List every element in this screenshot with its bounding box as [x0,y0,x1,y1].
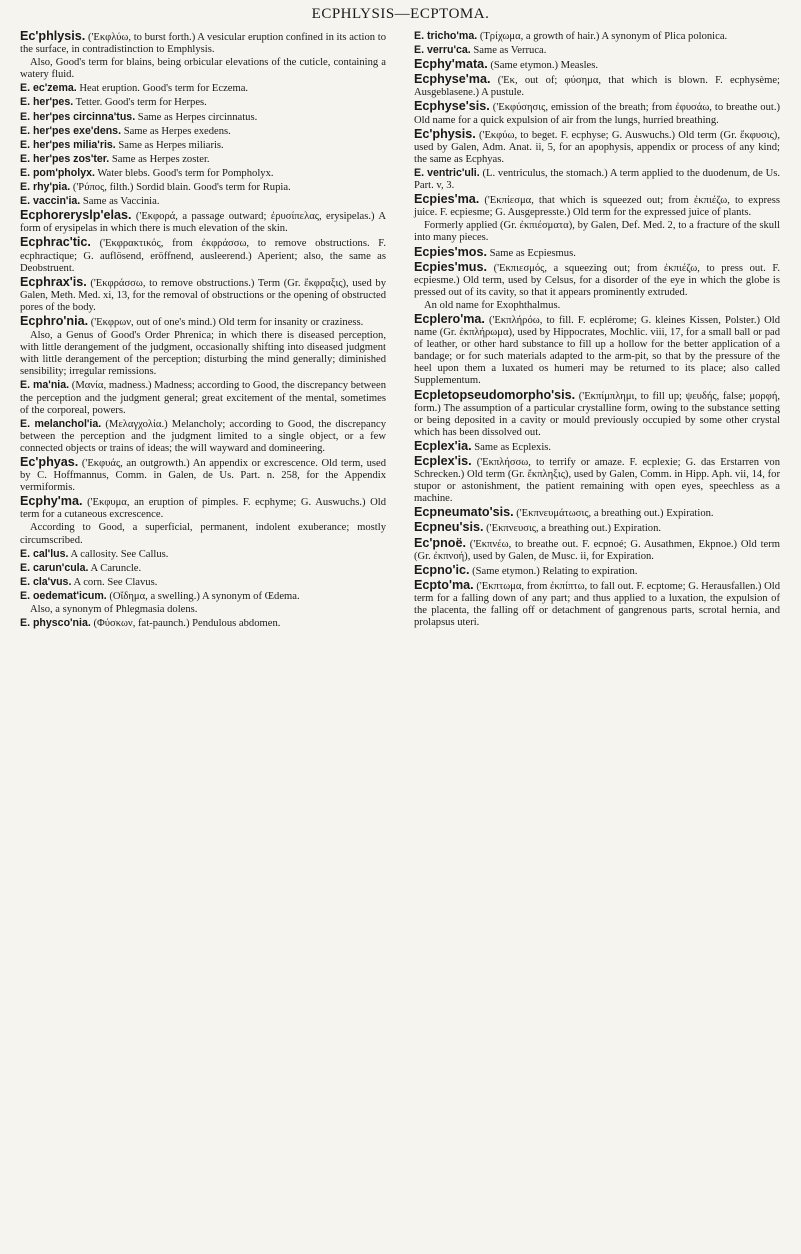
entry-definition: ('Εκπνευμάτωσις, a breathing out.) Expiration. [516,508,714,520]
entry-headword: E. her'pes milia'ris. [20,138,116,151]
entry-headword: E. physco'nia. [20,617,91,630]
entry-headword: Ecpto'ma. [414,577,474,592]
entry-definition: (Οἴδημα, a swelling.) A synonym of Œdema. [109,590,300,602]
entry-definition: An old name for Exophthalmus. [424,299,561,311]
dictionary-entry [20,562,386,575]
entry-headword: Ecphy'mata. [414,57,488,72]
entry-definition: ('Ρύπος, filth.) Sordid blain. Good's term for Rupia. [72,182,291,194]
entry-definition: ('Εκφλύω, to burst forth.) A vesicular eruption confined in its action to the surface, in contradistinction to Emphlysis. [20,32,386,56]
dictionary-entry [20,379,386,416]
entry-headword: Ec'phyas. [20,455,79,469]
entry-definition: ('Εκφορά, a passage outward; ἐρυσίπελας, erysipelas.) A form of erysipelas in which there is much elevation of the skin. [20,211,386,235]
entry-definition: ('Εκφυάς, an outgrowth.) An appendix or excrescence. Old term, used by C. Hoffmannus, Comm. in Galen, de Us. Part. n. 258, for the Appendix vermiformis. [20,458,386,494]
entry-definition: (Same etymon.) Relating to expiration. [472,565,638,577]
entry-paragraph [20,604,386,616]
entry-definition: (Same etymon.) Measles. [490,60,599,72]
entry-definition: Same as Herpes circinnatus. [137,111,258,123]
entry-headword: E. oedemat'icum. [20,589,107,602]
dictionary-entry [20,576,386,589]
entry-definition: ('Εκφρακτικός, from ἐκφράσσω, to remove obstructions. F. ecphractique; G. auflösend, eröffnend, ausleerend.) Aperient; also, the same as Deobstruent. [20,238,386,274]
entry-definition: ('Εκ, out of; φύσημα, that which is blown. F. ecphysème; Ausgeblasene.) A pustule. [414,75,780,99]
entry-paragraph [20,57,386,81]
entry-headword: Ec'phlysis. [20,29,86,43]
entry-definition: ('Εκπνευσις, a breathing out.) Expiration. [486,523,662,535]
dictionary-entry [414,193,780,219]
running-header: ECPHLYSIS—ECPTOMA. [311,6,490,22]
dictionary-entry [20,139,386,152]
entry-definition: A Caruncle. [90,562,142,574]
left-column [20,30,386,631]
dictionary-entry [20,590,386,603]
entry-definition: ('Εκφύσησις, emission of the breath; from ἐφυσάω, to breathe out.) Old name for a quick expulsion of air from the lungs, hurried breathing. [414,102,780,126]
dictionary-entry [414,128,780,166]
entry-definition: Water blebs. Good's term for Pompholyx. [97,167,274,179]
entry-headword: E. ventric'uli. [414,166,480,179]
entry-definition: Same as Herpes zoster. [111,153,210,165]
entry-definition: Same as Herpes miliaris. [118,139,224,151]
entry-headword: E. her'pes exe'dens. [20,124,122,137]
entry-headword: Ecphrax'is. [20,274,87,289]
entry-definition: (Μανία, madness.) Madness; according to Good, the discrepancy between the perception and the judgment general; great excitement of the mental, sometimes of the corporeal, powers. [20,380,386,416]
dictionary-entry [414,313,780,388]
right-column [414,30,780,630]
entry-headword: Ecphyse'ma. [414,72,491,87]
entry-paragraph [414,220,780,244]
dictionary-entry [414,455,780,505]
dictionary-entry [414,506,780,520]
entry-headword: E. ec'zema. [20,82,77,95]
dictionary-entry [20,195,386,208]
dictionary-entry [20,209,386,235]
dictionary-entry [414,579,780,629]
entry-definition: Also, a Genus of Good's Order Phrenica; in which there is diseased perception, with little derangement of the judgment, occasionally shifting into diseased judgment with little derangement of the perception; disturbing the mind generally; diminished sensibility; irregular remissions. [20,330,386,378]
entry-definition: Formerly applied (Gr. ἐκπιέσματα), by Galen, Def. Med. 2, to a fracture of the skull into many pieces. [414,220,780,244]
dictionary-entry [20,548,386,561]
dictionary-entry [414,30,780,43]
entry-headword: E. tricho'ma. [414,30,478,42]
dictionary-entry [20,167,386,180]
entry-definition: A corn. See Clavus. [73,576,158,588]
dictionary-entry [414,440,780,454]
entry-headword: Ecpletopseudomorpho'sis. [414,387,576,402]
dictionary-entry [414,73,780,99]
dictionary-entry [414,44,780,57]
entry-headword: E. carun'cula. [20,561,89,574]
entry-headword: E. verru'ca. [414,44,471,57]
entry-definition: Same as Ecplexis. [474,441,552,453]
entry-definition: ('Εκφυμα, an eruption of pimples. F. ecphyme; G. Auswuchs.) Old term for a cutaneous excrescence. [20,497,386,521]
entry-definition: According to Good, a superficial, permanent, indolent exuberance; mostly circumscribed. [20,522,386,546]
dictionary-entry [20,125,386,138]
dictionary-entry [414,521,780,535]
entry-headword: E. melanchol'ia. [20,417,102,430]
dictionary-entry [20,181,386,194]
entry-headword: E. cla'vus. [20,575,72,588]
entry-definition: Same as Herpes exedens. [123,125,231,137]
entry-headword: Ecphoreryslp'elas. [20,208,132,223]
entry-headword: E. her'pes zos'ter. [20,152,110,165]
dictionary-entry [20,456,386,494]
dictionary-entry [414,389,780,439]
entry-headword: E. cal'lus. [20,547,69,560]
entry-definition: (Φύσκων, fat-paunch.) Pendulous abdomen. [93,618,281,630]
entry-definition: Tetter. Good's term for Herpes. [75,97,207,109]
dictionary-entry [414,564,780,578]
entry-headword: Ecplex'ia. [414,438,472,453]
dictionary-entry [20,96,386,109]
entry-definition: A callosity. See Callus. [70,548,169,560]
dictionary-entry [20,617,386,630]
entry-paragraph [20,330,386,378]
entry-headword: Ecphro'nia. [20,313,89,328]
entry-headword: Ecphrac'tic. [20,235,91,250]
entry-headword: Ecpneumato'sis. [414,505,514,520]
entry-definition: (Τρίχωμα, a growth of hair.) A synonym of Plica polonica. [479,31,728,42]
entry-headword: Ec'pnoë. [414,535,466,550]
entry-headword: E. ma'nia. [20,379,70,392]
dictionary-entry [20,111,386,124]
entry-definition: Same as Verruca. [473,45,547,57]
dictionary-entry [20,276,386,314]
dictionary-entry [414,261,780,299]
entry-definition: ('Εκφύω, to beget. F. ecphyse; G. Auswuchs.) Old term (Gr. ἔκφυσις), used by Galen, Adm. Anat. ii, 5, for an apophysis, appendix or process of any kind; the same as Ecphyas. [414,129,780,165]
dictionary-entry [414,246,780,260]
dictionary-entry [20,315,386,329]
entry-definition: (L. ventriculus, the stomach.) A term applied to the duodenum, de Us. Part. v, 3. [414,167,780,192]
dictionary-entry [20,236,386,274]
dictionary-entry [414,167,780,192]
entry-headword: Ecpno'ic. [414,562,470,577]
dictionary-entry [20,30,386,56]
entry-headword: Ecphyse'sis. [414,99,490,114]
entry-definition: ('Εκπίεσμα, that which is squeezed out; from ἐκπιέζω, to express juice. F. ecpiesme; G. Ausgepresste.) Old term for the expressed juice of plants. [414,195,780,219]
entry-definition: ('Εκπιεσμός, a squeezing out; from ἐκπιέζω, to press out. F. ecpiesme.) Old term, used by Celsus, for a disorder of the eye in which the globe is pressed out of its cavity, so that it appears prominently extruded. [414,262,781,298]
entry-definition: Heat eruption. Good's term for Eczema. [79,83,249,95]
entry-definition: ('Εκφράσσω, to remove obstructions.) Term (Gr. ἔκφραξις), used by Galen, Meth. Med. xi, 13, for the removal of obstructions or the opening of obstructed pores of the body. [20,277,387,313]
entry-headword: Ecpies'ma. [414,192,480,207]
entry-definition: ('Εκπνέω, to breathe out. F. ecpnoé; G. Ausathmen, Ekpnoe.) Old term (Gr. ἐκπνοή), used by Galen, de Musc. ii, for Expiration. [414,538,780,562]
entry-headword: E. her'pes. [20,96,74,109]
entry-definition: ('Εκπτωμα, from ἐκπίπτω, to fall out. F. ecptome; G. Herausfallen.) Old term for a falling down of any part; and thus applied to a luxation, the expulsion of the placenta, the falling off or detachment of gangrenous parts, scrotal hernia, and prolapsus uteri. [414,580,780,629]
entry-headword: Ecpies'mos. [414,244,487,259]
entry-definition: Same as Ecpiesmus. [489,247,576,259]
entry-headword: Ecpies'mus. [414,259,487,274]
entry-definition: ('Εκφρων, out of one's mind.) Old term for insanity or craziness. [90,316,364,328]
entry-paragraph [20,522,386,546]
entry-headword: Ecplero'ma. [414,311,485,326]
entry-headword: Ecplex'is. [414,454,472,468]
entry-definition: (Μελαγχολία.) Melancholy; according to Good, the discrepancy between the perception and the judgment limited to a single object, or a few connected objects or trains of ideas; the will wayward and domineering. [20,418,386,454]
entry-headword: E. rhy'pia. [20,181,71,194]
entry-definition: ('Εκπίμπλημι, to fill up; ψευδής, false; μορφή, form.) The assumption of a particular crystalline form, owing to the substance setting or being deposited in a cavity or mould previously occupied by some other crystal which has been dissolved out. [414,390,781,438]
entry-headword: E. pom'pholyx. [20,166,95,179]
entry-headword: Ecphy'ma. [20,494,83,509]
entry-headword: E. vaccin'ia. [20,195,81,208]
entry-definition: Same as Vaccinia. [82,196,160,208]
entry-definition: Also, a synonym of Phlegmasia dolens. [30,604,198,616]
entry-headword: Ecpneu'sis. [414,520,484,535]
entry-paragraph [414,300,780,312]
dictionary-entry [414,100,780,126]
entry-definition: ('Εκπλήσσω, to terrify or amaze. F. ecplexie; G. das Erstarren von Schrecken.) Old term (Gr. ἔκπληξις), used by Galen, Comm. in Hipp. Aph. vii, 14, for stupor or astonishment, the patient remaining with open eyes, speechless as a machine. [414,457,780,505]
dictionary-entry [20,82,386,95]
dictionary-entry [414,537,780,563]
dictionary-entry [20,153,386,166]
entry-headword: Ec'physis. [414,126,476,141]
entry-definition: Also, Good's term for blains, being orbicular elevations of the cuticle, containing a watery fluid. [20,57,386,81]
dictionary-entry [414,58,780,72]
dictionary-entry [20,418,386,455]
dictionary-entry [20,495,386,521]
entry-headword: E. her'pes circinna'tus. [20,110,136,123]
entry-definition: ('Εκπλήρόω, to fill. F. ecplérome; G. kleines Kissen, Polster.) Old name (Gr. ἐκπλήρωμα), used by Hippocrates, Mochlic. viii, 17, for a small ball or pad of leather, or other hard substance to fill up a hollow for the better application of a bandage; or for such materials adapted to the arm-pit, so that by the pressure of the heel upon them a luxated os humeri may be returned to its place; also called Supplementum. [414,314,780,387]
